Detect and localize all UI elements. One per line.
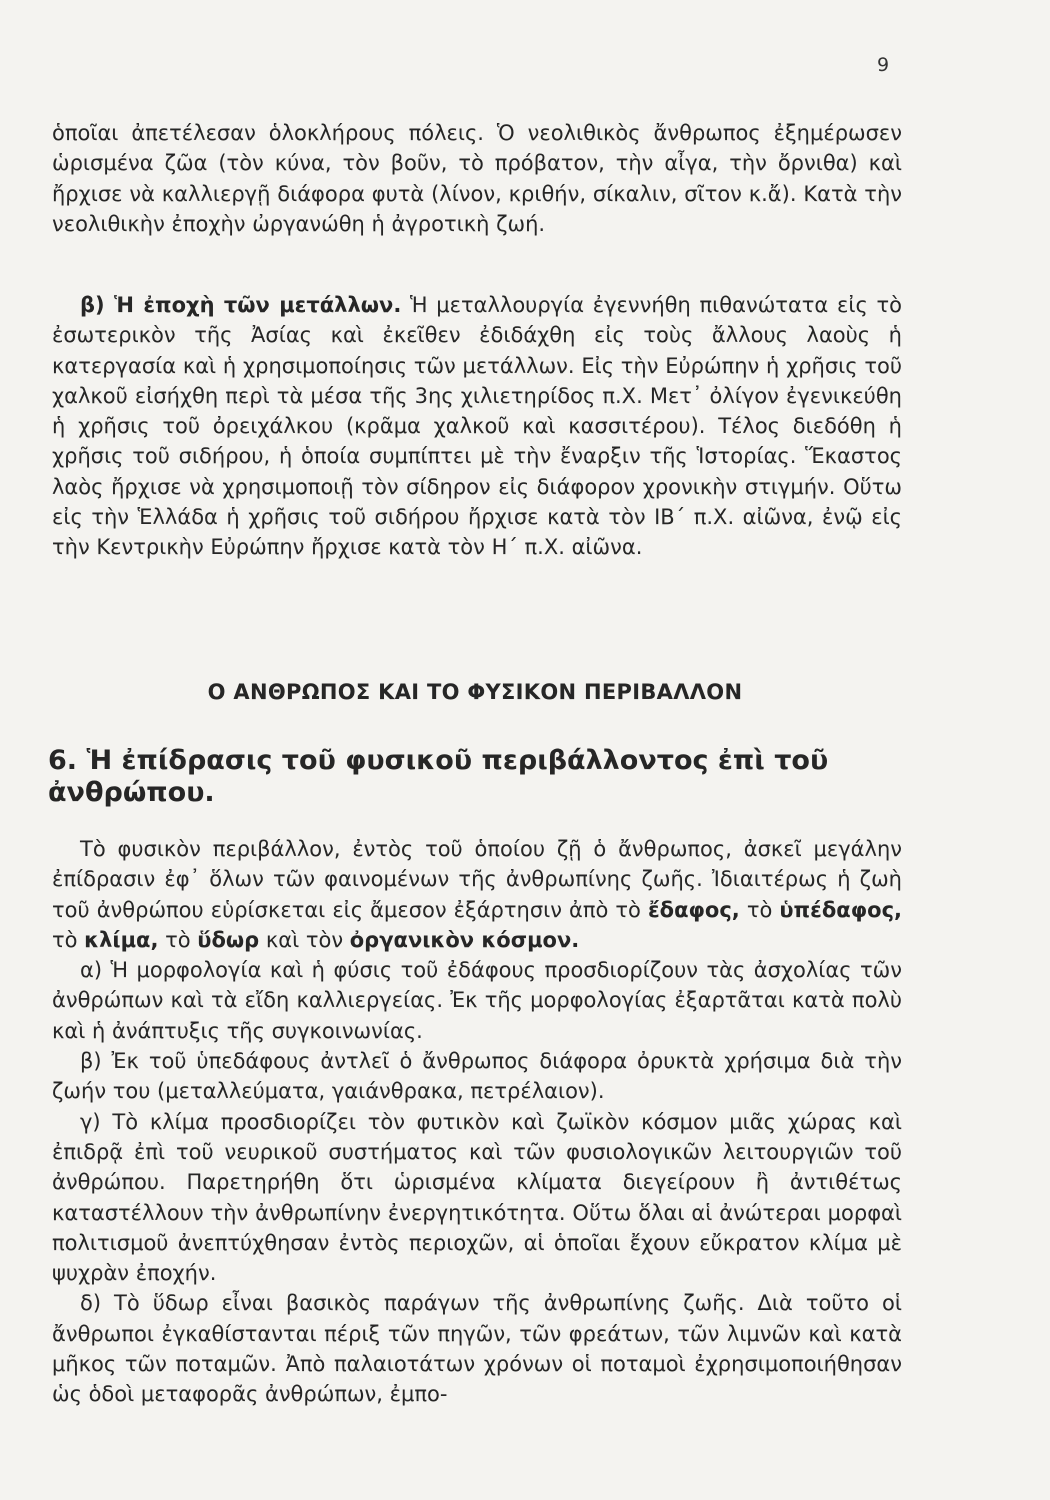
chapter-heading: 6. Ἡ ἐπίδρασις τοῦ φυσικοῦ περιβάλλοντος ἐπὶ τοῦ ἀνθρώπου. bbox=[48, 745, 829, 808]
keyword-water: ὕδωρ bbox=[197, 927, 260, 952]
paragraph-a: α) Ἡ μορφολογία καὶ ἡ φύσις τοῦ ἐδάφους προσδιορίζουν τὰς ἀσχολίας τῶν ἀνθρώπων καὶ τὰ εἴδη καλλιεργείας. Ἐκ τῆς μορφολογίας ἐξαρτᾶται κατὰ πολὺ καὶ ἡ ἀνάπτυξις τῆς συγκοινωνίας. bbox=[52, 958, 902, 1043]
paragraph-b: β) Ἐκ τοῦ ὑπεδάφους ἀντλεῖ ὁ ἄνθρωπος διάφορα ὀρυκτὰ χρήσιμα διὰ τὴν ζωήν του (μεταλλεύματα, γαιάνθρακα, πετρέλαιον). bbox=[52, 1049, 902, 1104]
keyword-climate: κλίμα, bbox=[84, 927, 159, 952]
keyword-organic-world: ὀργανικὸν κόσμον. bbox=[349, 927, 580, 952]
section-title: Ο ΑΝΘΡΩΠΟΣ ΚΑΙ ΤΟ ΦΥΣΙΚΟΝ ΠΕΡΙΒΑΛΛΟΝ bbox=[207, 680, 743, 704]
paragraph-c: γ) Τὸ κλίμα προσδιορίζει τὸν φυτικὸν καὶ ζωϊκὸν κόσμον μιᾶς χώρας καὶ ἐπιδρᾷ ἐπὶ τοῦ νευρικοῦ συστήματος καὶ τῶν φυσιολογικῶν λειτουργιῶν τοῦ ἀνθρώπου. Παρετηρήθη ὅτι ὡρισμένα κλίματα διεγείρουν ἢ ἀντιθέτως καταστέλλουν τὴν ἀνθρωπίνην ἐνεργητικότητα. Οὕτω ὅλαι αἱ ἀνώτεραι μορφαὶ πολιτισμοῦ ἀνεπτύχθησαν ἐντὸς περιοχῶν, αἱ ὁποῖαι ἔχουν εὔκρατον κλίμα μὲ ψυχρὰν ἐποχήν. bbox=[52, 1109, 902, 1286]
keyword-soil: ἔδαφος, bbox=[647, 897, 740, 922]
intro-paragraph bbox=[52, 118, 902, 239]
separator: τὸ bbox=[52, 927, 85, 952]
metals-paragraph bbox=[52, 290, 902, 563]
page-number: 9 bbox=[877, 54, 890, 76]
metals-body: Ἡ μεταλλουργία ἐγεννήθη πιθανώτατα εἰς τὸ ἐσωτερικὸν τῆς Ἀσίας καὶ ἐκεῖθεν ἐδιδάχθη εἰς τοὺς ἄλλους λαοὺς ἡ κατεργασία καὶ ἡ χρησιμοποίησις τῶν μετάλλων. Εἰς τὴν Εὐρώπην ἡ χρῆσις τοῦ χαλκοῦ εἰσήχθη περὶ τὰ μέσα τῆς 3ης χιλιετηρίδος π.Χ. Μετ᾿ ὀλίγον ἐγενικεύθη ἡ χρῆσις τοῦ ὀρειχάλκου (κρᾶμα χαλκοῦ καὶ κασσιτέρου). Τέλος διεδόθη ἡ χρῆσις τοῦ σιδήρου, ἡ ὁποία συμπίπτει μὲ τὴν ἔναρξιν τῆς Ἱστορίας. Ἕκαστος λαὸς ἤρχισε νὰ χρησιμοποιῇ τὸν σίδηρον εἰς διάφορον χρονικὴν στιγμήν. Οὕτω εἰς τὴν Ἑλλάδα ἡ χρῆσις τοῦ σιδήρου ἤρχισε κατὰ τὸν ΙΒ΄ π.Χ. αἰῶνα, ἐνῷ εἰς τὴν Κεντρικὴν Εὐρώπην ἤρχισε κατὰ τὸν Η΄ π.Χ. αἰῶνα. bbox=[52, 293, 902, 560]
separator: τὸ bbox=[158, 927, 198, 952]
separator: τὸ bbox=[739, 897, 780, 922]
keyword-subsoil: ὑπέδαφος, bbox=[779, 897, 902, 922]
separator: καὶ τὸν bbox=[259, 927, 350, 952]
intro-text: ὁποῖαι ἀπετέλεσαν ὁλοκλήρους πόλεις. Ὁ νεολιθικὸς ἄνθρωπος ἐξημέρωσεν ὡρισμένα ζῶα (τὸν κύνα, τὸν βοῦν, τὸ πρόβατον, τὴν αἶγα, τὴν ὄρνιθα) καὶ ἤρχισε νὰ καλλιεργῇ διάφορα φυτὰ (λίνον, κριθήν, σίκαλιν, σῖτον κ.ἄ). Κατὰ τὴν νεολιθικὴν ἐποχὴν ὠργανώθη ἡ ἀγροτικὴ ζωή. bbox=[52, 121, 902, 236]
environment-section bbox=[52, 834, 902, 1410]
paragraph-d: δ) Τὸ ὕδωρ εἶναι βασικὸς παράγων τῆς ἀνθρωπίνης ζωῆς. Διὰ τοῦτο οἱ ἄνθρωποι ἐγκαθίστανται πέριξ τῶν πηγῶν, τῶν φρεάτων, τῶν λιμνῶν καὶ κατὰ μῆκος τῶν ποταμῶν. Ἀπὸ παλαιοτάτων χρόνων οἱ ποταμοὶ ἐχρησιμοποιήθησαν ὡς ὁδοὶ μεταφορᾶς ἀνθρώπων, ἐμπο- bbox=[52, 1291, 902, 1407]
metals-text bbox=[52, 290, 902, 563]
environment-text: Τὸ φυσικὸν περιβάλλον, ἐντὸς τοῦ ὁποίου ζῇ ὁ ἄνθρωπος, ἀσκεῖ μεγάλην ἐπίδρασιν ἐφ᾿ ὅλων τῶν φαινομένων τῆς ἀνθρωπίνης ζωῆς. Ἰδιαιτέρως ἡ ζωὴ τοῦ ἀνθρώπου εὑρίσκεται εἰς ἄμεσον ἐξάρτησιν ἀπὸ τὸ bbox=[52, 837, 902, 922]
metals-heading: β) Ἡ ἐποχὴ τῶν μετάλλων. bbox=[80, 293, 402, 317]
environment-paragraph bbox=[52, 834, 902, 955]
